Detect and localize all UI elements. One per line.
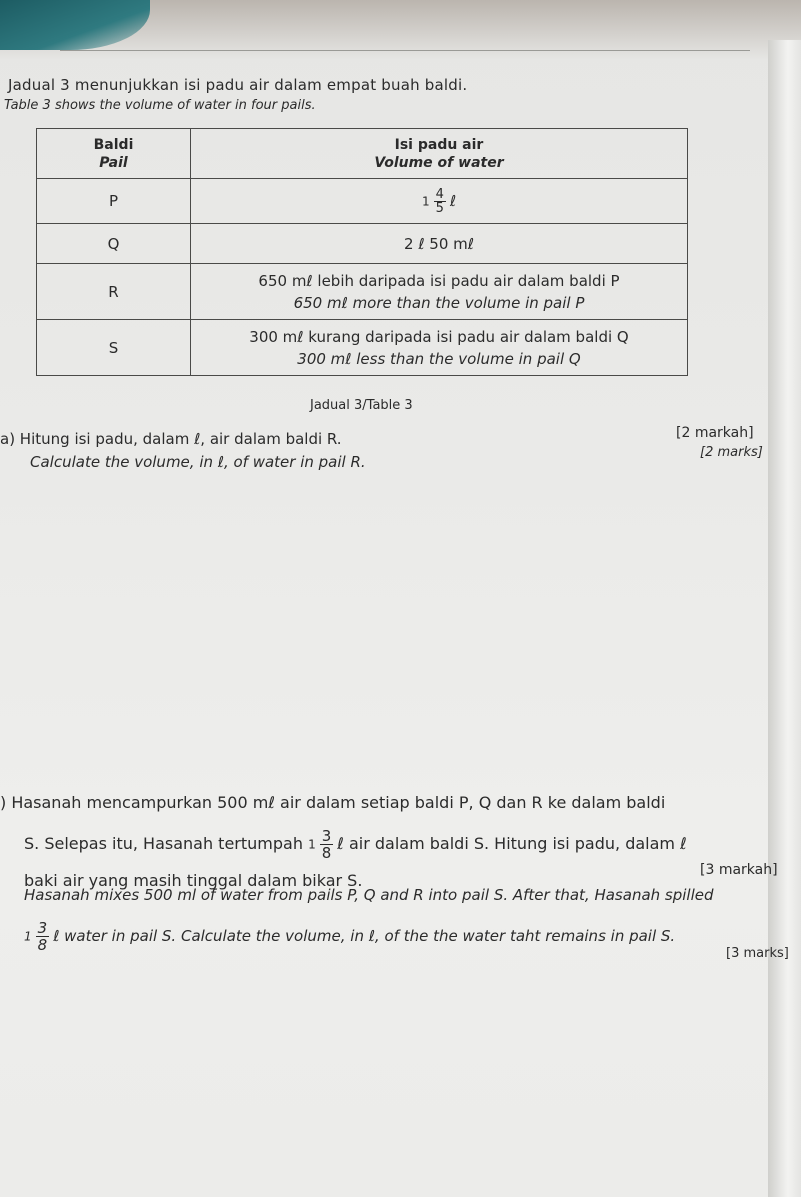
- row-volume-english: 300 mℓ less than the volume in pail Q: [297, 349, 581, 368]
- question-b-english-line1: Hasanah mixes 500 ml of water from pails P, Q and R into pail S. After that, Hasanah spilled: [24, 886, 714, 904]
- fraction-denominator: 8: [37, 936, 48, 954]
- mixed-whole: 1: [24, 929, 32, 944]
- row-volume: [191, 264, 688, 320]
- mixed-whole: 1: [308, 837, 316, 852]
- question-a-marks-malay: [2 markah]: [676, 425, 754, 441]
- page-divider: [60, 50, 750, 51]
- header-pail-english: Pail: [99, 154, 128, 171]
- table-caption: Jadual 3/Table 3: [310, 398, 413, 413]
- row-label: Q: [37, 224, 191, 264]
- row-volume-malay: 650 mℓ lebih daripada isi padu air dalam baldi P: [258, 271, 620, 290]
- fraction: [434, 188, 446, 215]
- fraction-numerator: 3: [321, 827, 332, 845]
- pails-table: [36, 128, 688, 376]
- row-volume: 2 ℓ 50 mℓ: [191, 224, 688, 264]
- row-label: S: [37, 320, 191, 376]
- question-b-marks-english: [3 marks]: [726, 946, 789, 961]
- row-label: P: [37, 179, 191, 224]
- header-pail-malay: Baldi: [93, 136, 134, 153]
- row-volume: [191, 179, 688, 224]
- row-volume-english: 650 mℓ more than the volume in pail P: [293, 293, 585, 312]
- fraction-denominator: 8: [321, 844, 332, 862]
- question-b-english-line2-text: ℓ water in pail S. Calculate the volume, in ℓ, of the the water taht remains in pail S.: [53, 927, 676, 945]
- row-label: R: [37, 264, 191, 320]
- question-a-english: Calculate the volume, in ℓ, of water in pail R.: [30, 453, 366, 471]
- table-header-row: [37, 129, 688, 179]
- mixed-whole: 1: [421, 194, 430, 208]
- question-a-marks-english: [2 marks]: [700, 445, 763, 460]
- fraction-denominator: 5: [435, 200, 444, 216]
- fraction: [320, 828, 334, 861]
- question-b-line3: baki air yang masih tinggal dalam bikar S.: [24, 871, 363, 890]
- page-fold-edge: [768, 40, 801, 1197]
- table-row: [37, 179, 688, 224]
- question-a-malay: a) Hitung isi padu, dalam ℓ, air dalam baldi R.: [0, 430, 342, 448]
- fraction: [36, 920, 50, 953]
- fraction-numerator: 3: [37, 919, 48, 937]
- header-volume-malay: Isi padu air: [394, 136, 484, 153]
- header-pail: [37, 129, 191, 179]
- table-row: [37, 264, 688, 320]
- question-b-line1: ) Hasanah mencampurkan 500 mℓ air dalam setiap baldi P, Q dan R ke dalam baldi: [0, 793, 666, 812]
- question-b-line2-before: S. Selepas itu, Hasanah tertumpah: [24, 834, 303, 853]
- row-volume: [191, 320, 688, 376]
- fraction-numerator: 4: [435, 186, 444, 202]
- unit: ℓ: [449, 191, 457, 210]
- intro-english: Table 3 shows the volume of water in four pails.: [4, 98, 316, 113]
- header-volume-english: Volume of water: [374, 154, 504, 171]
- intro-malay: Jadual 3 menunjukkan isi padu air dalam empat buah baldi.: [8, 76, 468, 94]
- table-row: [37, 320, 688, 376]
- row-volume-malay: 300 mℓ kurang daripada isi padu air dalam baldi Q: [249, 327, 629, 346]
- question-b-line2-after: ℓ air dalam baldi S. Hitung isi padu, dalam ℓ: [337, 834, 687, 853]
- question-b-line2: [24, 828, 687, 861]
- question-b-marks-malay: [3 markah]: [700, 862, 778, 878]
- table-row: [37, 224, 688, 264]
- header-volume: [191, 129, 688, 179]
- question-b-english-line2: [24, 920, 675, 953]
